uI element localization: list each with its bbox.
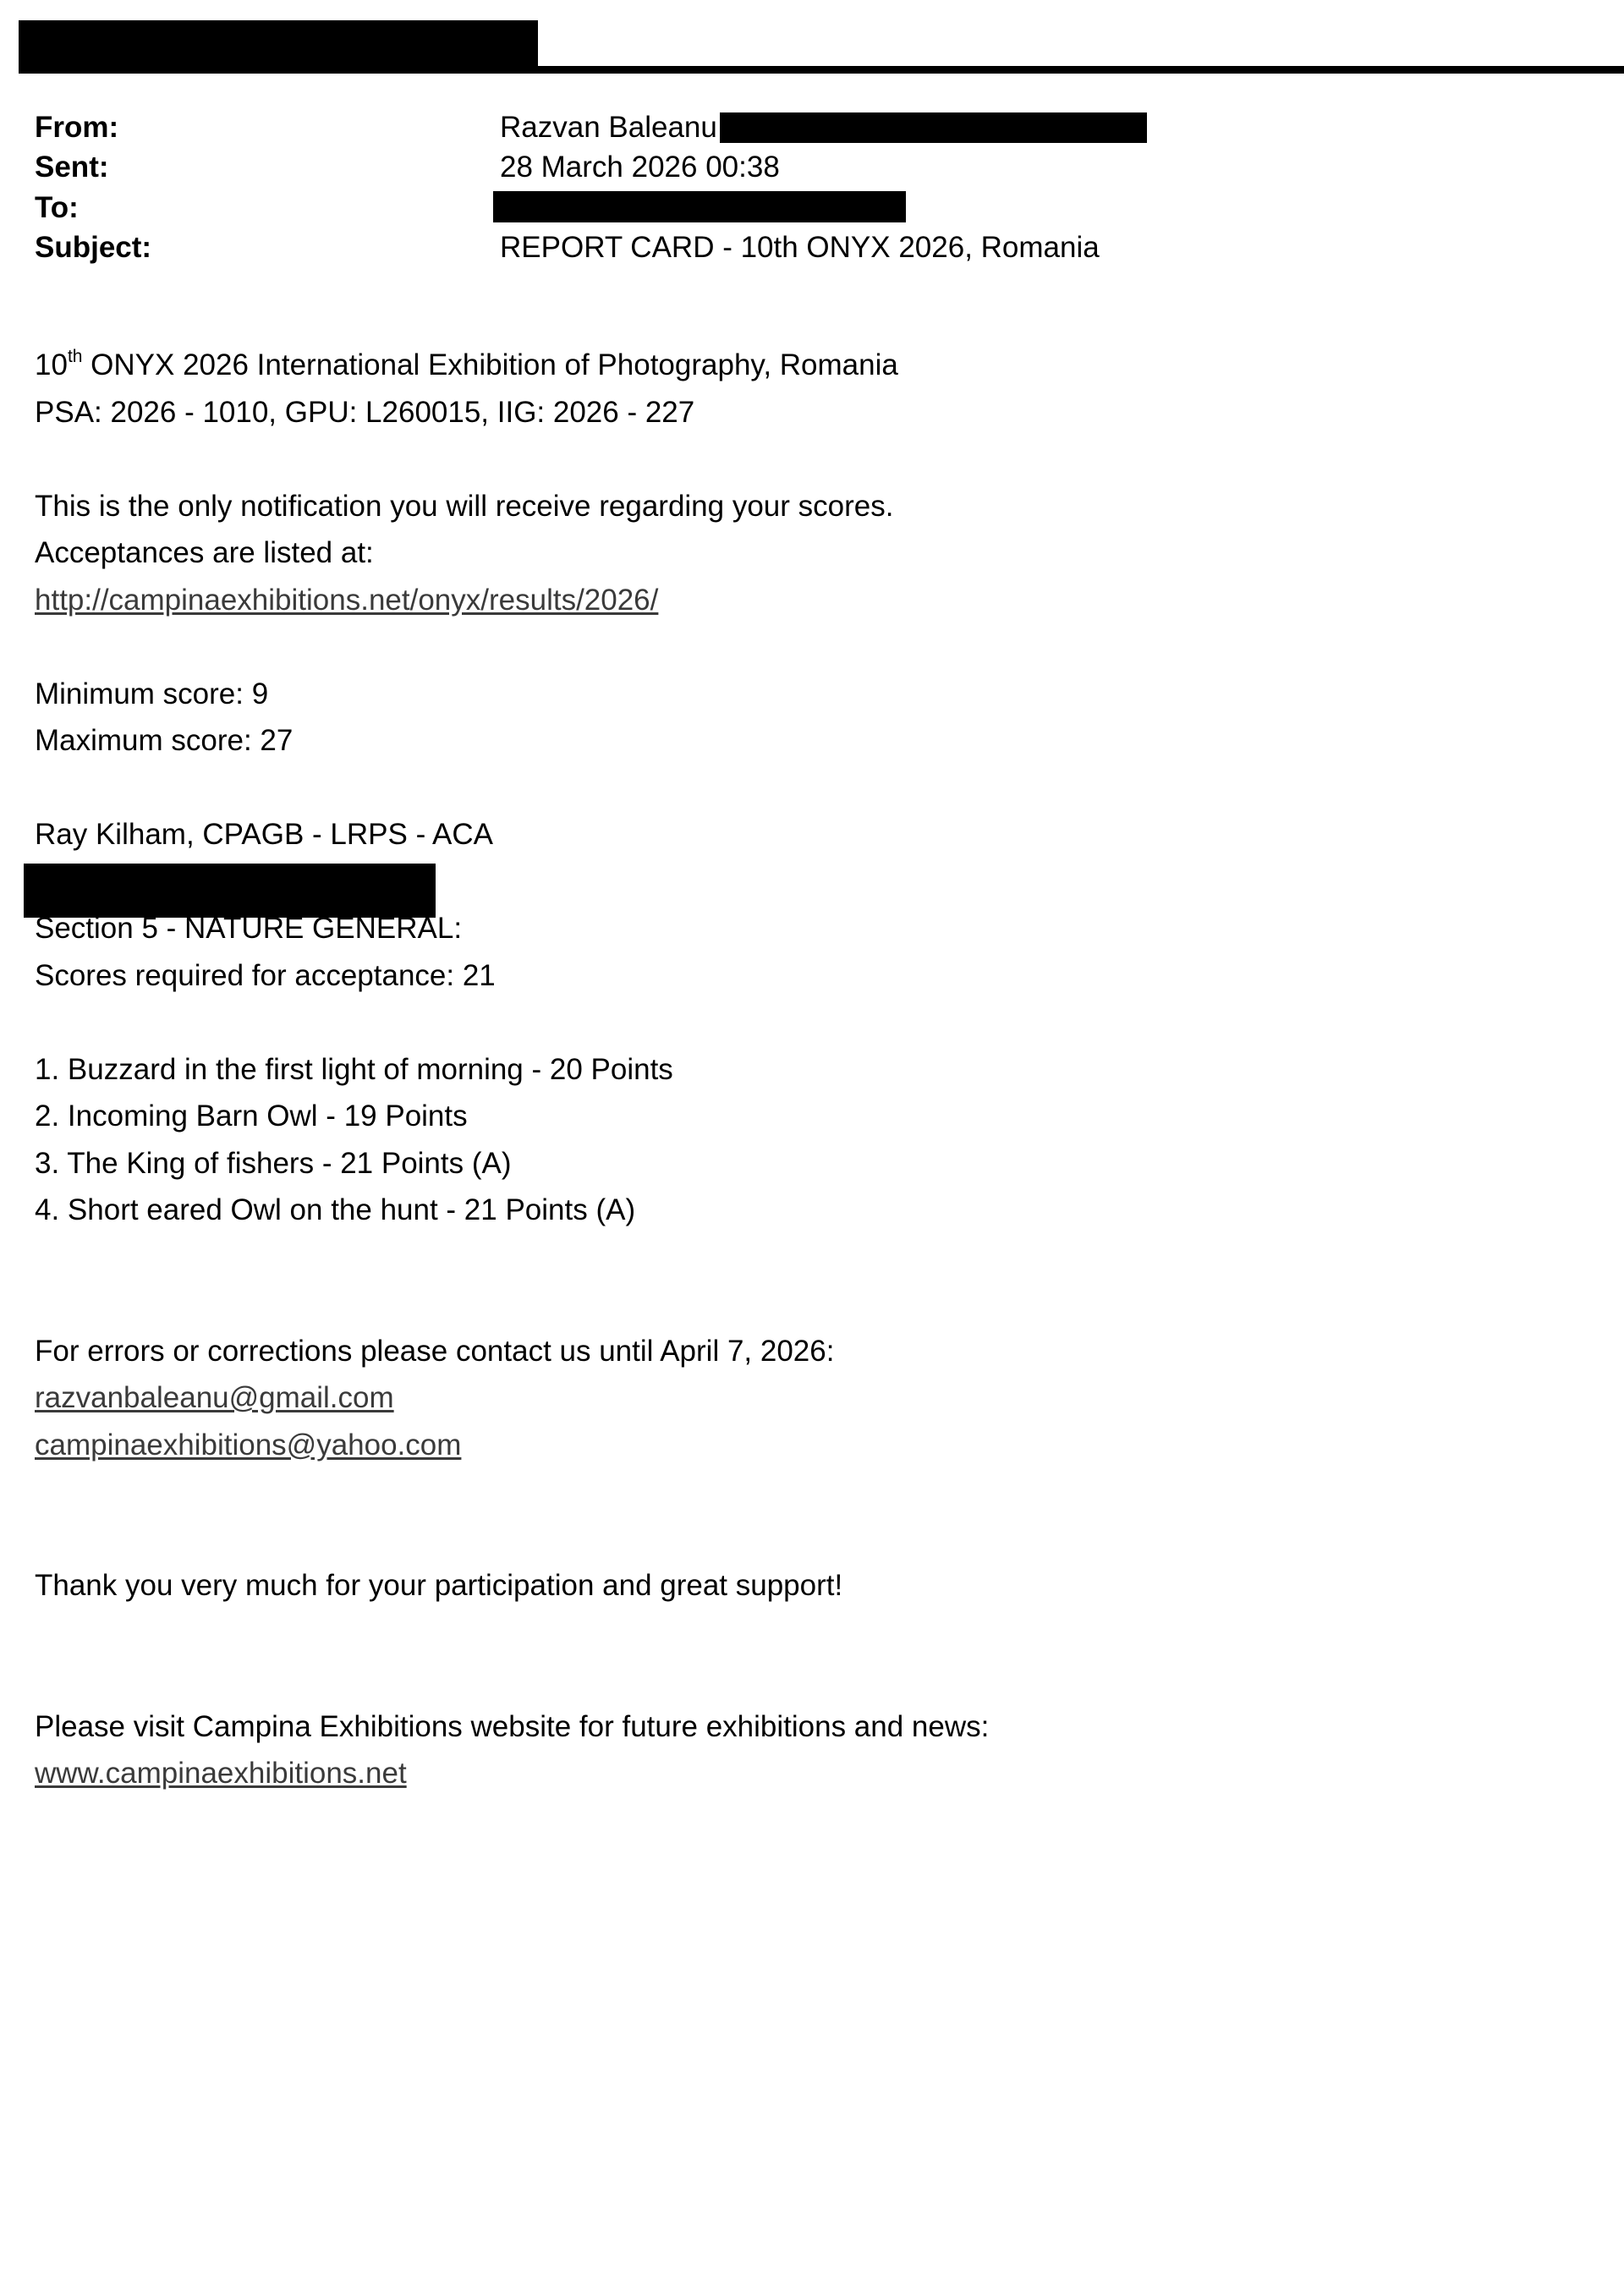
from-value: Razvan Baleanu xyxy=(500,111,717,144)
notice-text: This is the only notification you will receive regarding your scores. xyxy=(35,489,894,523)
to-label: To: xyxy=(35,191,79,224)
sent-value: 28 March 2026 00:38 xyxy=(500,151,780,184)
thanks-text: Thank you very much for your participation and great support! xyxy=(35,1569,843,1602)
entry-item: 3. The King of fishers - 21 Points (A) xyxy=(35,1146,512,1180)
redacted-sender-name-block xyxy=(19,20,538,74)
from-label: From: xyxy=(35,111,119,144)
maximum-score: Maximum score: 27 xyxy=(35,724,294,757)
subject-value: REPORT CARD - 10th ONYX 2026, Romania xyxy=(500,231,1100,264)
sent-label: Sent: xyxy=(35,151,109,184)
header-rule xyxy=(538,66,1624,74)
visit-text: Please visit Campina Exhibitions website for future exhibitions and news: xyxy=(35,1709,990,1743)
email-link-razvan[interactable]: razvanbaleanu@gmail.com xyxy=(35,1381,394,1414)
website-link[interactable]: www.campinaexhibitions.net xyxy=(35,1757,407,1790)
participant-name: Ray Kilham, CPAGB - LRPS - ACA xyxy=(35,818,494,851)
redacted-sender-email xyxy=(720,112,1147,143)
exhibition-title: 10th ONYX 2026 International Exhibition of Photography, Romania xyxy=(35,347,898,381)
subject-label: Subject: xyxy=(35,231,152,264)
redacted-recipient-email xyxy=(493,191,906,222)
acceptances-text: Acceptances are listed at: xyxy=(35,536,374,569)
required-score: Scores required for acceptance: 21 xyxy=(35,958,496,992)
results-link[interactable]: http://campinaexhibitions.net/onyx/results/2026/ xyxy=(35,583,659,617)
exhibition-ids: PSA: 2026 - 1010, GPU: L260015, IIG: 2026 - 227 xyxy=(35,395,695,429)
entry-item: 4. Short eared Owl on the hunt - 21 Points (A) xyxy=(35,1193,636,1226)
minimum-score: Minimum score: 9 xyxy=(35,677,269,710)
section-title: Section 5 - NATURE GENERAL: xyxy=(35,912,463,945)
entry-item: 2. Incoming Barn Owl - 19 Points xyxy=(35,1100,468,1133)
ordinal-suffix: th xyxy=(67,347,83,367)
errors-note: For errors or corrections please contact us until April 7, 2026: xyxy=(35,1334,835,1368)
email-body xyxy=(35,342,1557,1797)
entry-item: 1. Buzzard in the first light of morning - 20 Points xyxy=(35,1052,673,1086)
email-link-campina[interactable]: campinaexhibitions@yahoo.com xyxy=(35,1428,462,1462)
